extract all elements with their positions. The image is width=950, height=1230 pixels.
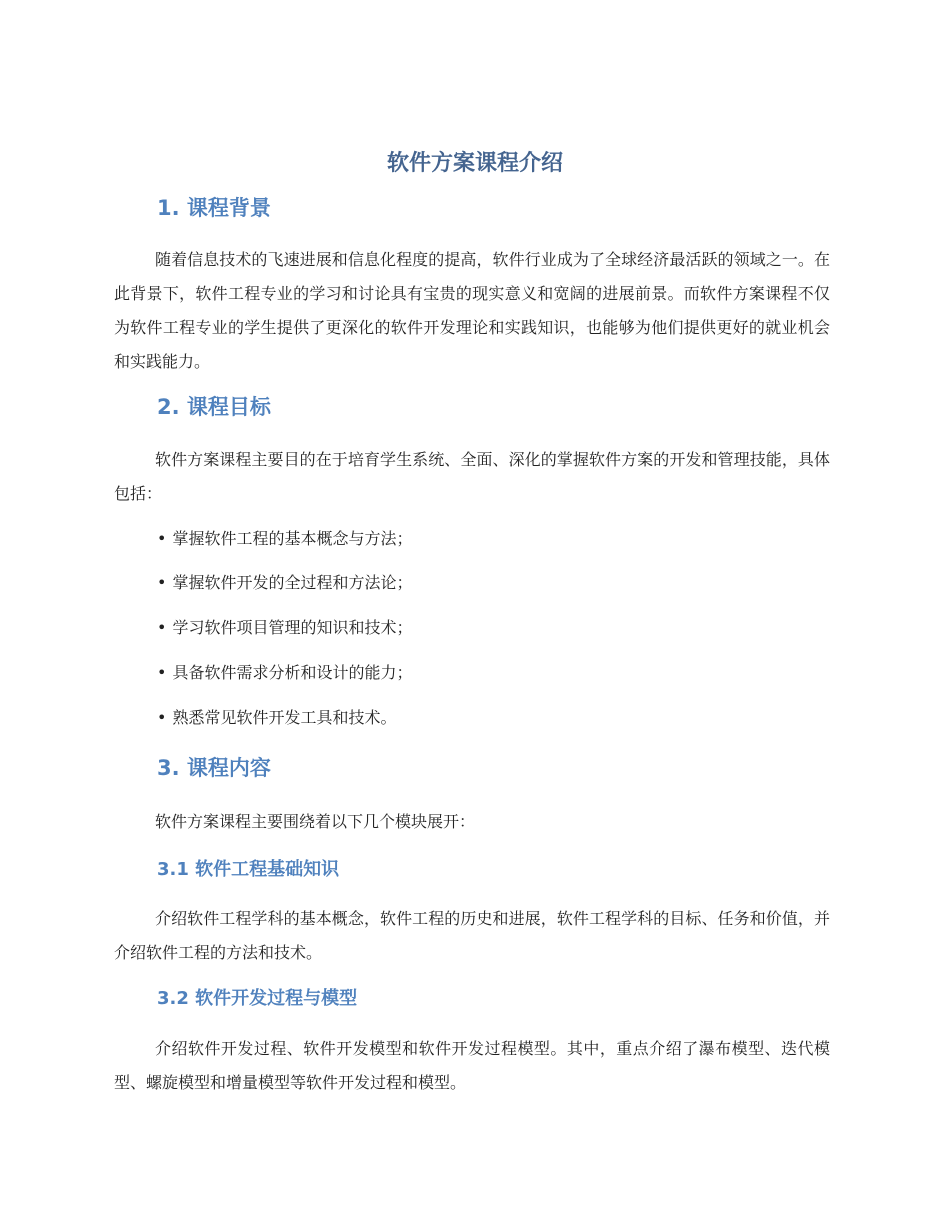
list-item-text: 掌握软件工程的基本概念与方法； xyxy=(172,529,413,548)
section-heading-goals: 2. 课程目标 xyxy=(157,395,271,419)
list-item-text: 具备软件需求分析和设计的能力； xyxy=(172,663,413,682)
list-item-text: 学习软件项目管理的知识和技术； xyxy=(172,618,413,637)
bullet-icon: • xyxy=(157,573,167,592)
list-item xyxy=(157,658,412,688)
list-item xyxy=(157,524,412,554)
list-item xyxy=(157,613,412,643)
section-heading-content: 3. 课程内容 xyxy=(157,756,271,780)
bullet-icon: • xyxy=(157,663,167,682)
bullet-icon: • xyxy=(157,529,167,548)
section-paragraph-goals: 软件方案课程主要目的在于培育学生系统、全面、深化的掌握软件方案的开发和管理技能，具体包括： xyxy=(114,450,830,503)
list-item xyxy=(157,568,412,598)
document-title: 软件方案课程介绍 xyxy=(386,151,563,176)
bullet-icon: • xyxy=(157,708,167,727)
subsection-heading-process-models: 3.2 软件开发过程与模型 xyxy=(157,988,358,1009)
list-item-text: 熟悉常见软件开发工具和技术。 xyxy=(172,708,397,727)
subsection-heading-fundamentals: 3.1 软件工程基础知识 xyxy=(157,859,340,880)
section-heading-background: 1. 课程背景 xyxy=(157,196,271,220)
subsection-paragraph-process-models: 介绍软件开发过程、软件开发模型和软件开发过程模型。其中，重点介绍了瀑布模型、迭代模型、螺旋模型和增量模型等软件开发过程和模型。 xyxy=(114,1039,830,1092)
subsection-paragraph-fundamentals: 介绍软件工程学科的基本概念，软件工程的历史和进展，软件工程学科的目标、任务和价值，并介绍软件工程的方法和技术。 xyxy=(114,909,830,962)
section-paragraph-background: 随着信息技术的飞速进展和信息化程度的提高，软件行业成为了全球经济最活跃的领域之一。在此背景下，软件工程专业的学习和讨论具有宝贵的现实意义和宽阔的进展前景。而软件方案课程不仅为软件工程专业的学生提供了更深化的软件开发理论和实践知识，也能够为他们提供更好的就业机会和实践能力。 xyxy=(114,250,830,371)
list-item-text: 掌握软件开发的全过程和方法论； xyxy=(172,573,413,592)
bullet-icon: • xyxy=(157,618,167,637)
list-item xyxy=(157,703,396,733)
section-paragraph-content: 软件方案课程主要围绕着以下几个模块展开： xyxy=(155,812,476,831)
